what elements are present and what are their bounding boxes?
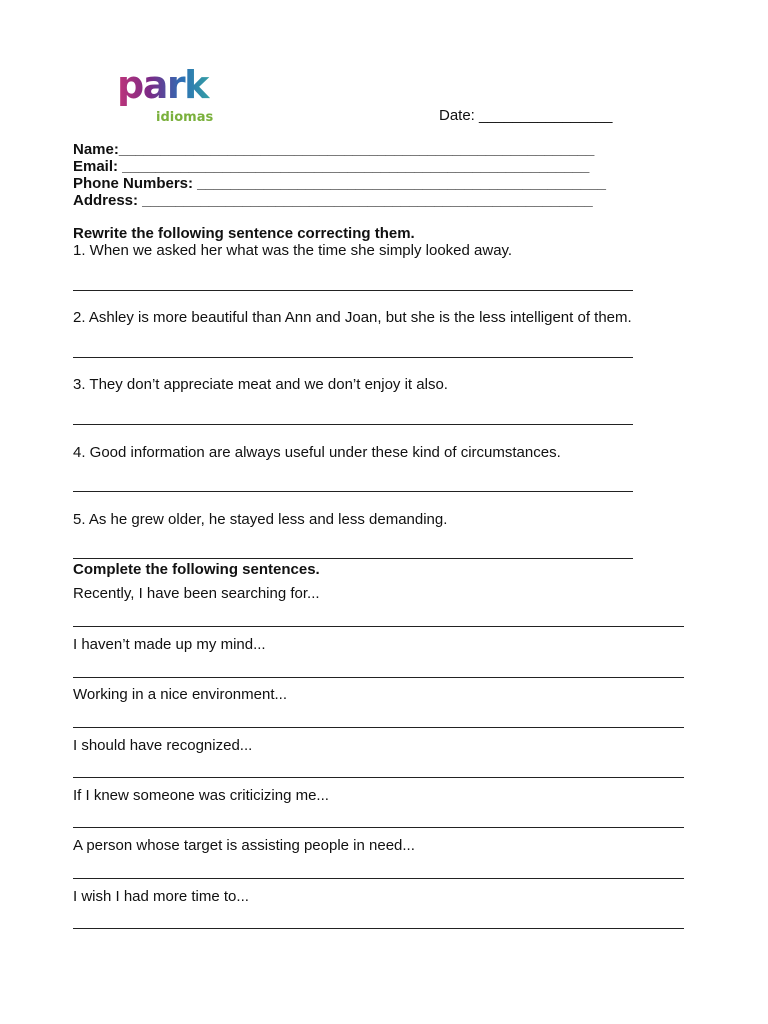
rewrite-answer-line-5[interactable] — [73, 558, 633, 559]
complete-answer-line-1[interactable] — [73, 626, 684, 627]
date-field[interactable]: Date: ________________ — [439, 107, 613, 124]
section1-title: Rewrite the following sentence correcting them. — [73, 225, 415, 242]
park-idiomas-logo — [116, 66, 226, 126]
name-field[interactable]: Name:_________________________________________________________ — [73, 141, 595, 158]
complete-answer-line-3[interactable] — [73, 727, 684, 728]
rewrite-answer-line-4[interactable] — [73, 491, 633, 492]
rewrite-item-5: 5. As he grew older, he stayed less and less demanding. — [73, 511, 448, 528]
rewrite-item-1: 1. When we asked her what was the time she simply looked away. — [73, 242, 513, 259]
email-field[interactable]: Email: ________________________________________________________ — [73, 158, 590, 175]
svg-text:park: park — [117, 66, 208, 107]
complete-item-3: Working in a nice environment... — [73, 686, 287, 703]
phone-field[interactable]: Phone Numbers: _________________________________________________ — [73, 175, 606, 192]
complete-item-1: Recently, I have been searching for... — [73, 585, 320, 602]
complete-item-5: If I knew someone was criticizing me... — [73, 787, 329, 804]
complete-answer-line-2[interactable] — [73, 677, 684, 678]
rewrite-item-4: 4. Good information are always useful under these kind of circumstances. — [73, 444, 561, 461]
rewrite-answer-line-3[interactable] — [73, 424, 633, 425]
complete-item-4: I should have recognized... — [73, 737, 253, 754]
complete-answer-line-7[interactable] — [73, 928, 684, 929]
rewrite-answer-line-2[interactable] — [73, 357, 633, 358]
rewrite-item-2: 2. Ashley is more beautiful than Ann and Joan, but she is the less intelligent of them. — [73, 309, 632, 326]
complete-item-6: A person whose target is assisting people in need... — [73, 837, 415, 854]
complete-answer-line-5[interactable] — [73, 827, 684, 828]
complete-item-7: I wish I had more time to... — [73, 888, 249, 905]
rewrite-answer-line-1[interactable] — [73, 290, 633, 291]
complete-item-2: I haven’t made up my mind... — [73, 636, 266, 653]
complete-answer-line-6[interactable] — [73, 878, 684, 879]
complete-answer-line-4[interactable] — [73, 777, 684, 778]
address-field[interactable]: Address: ______________________________________________________ — [73, 192, 593, 209]
section2-title: Complete the following sentences. — [73, 561, 320, 578]
rewrite-item-3: 3. They don’t appreciate meat and we don’t enjoy it also. — [73, 376, 448, 393]
svg-text:idiomas: idiomas — [156, 110, 214, 125]
